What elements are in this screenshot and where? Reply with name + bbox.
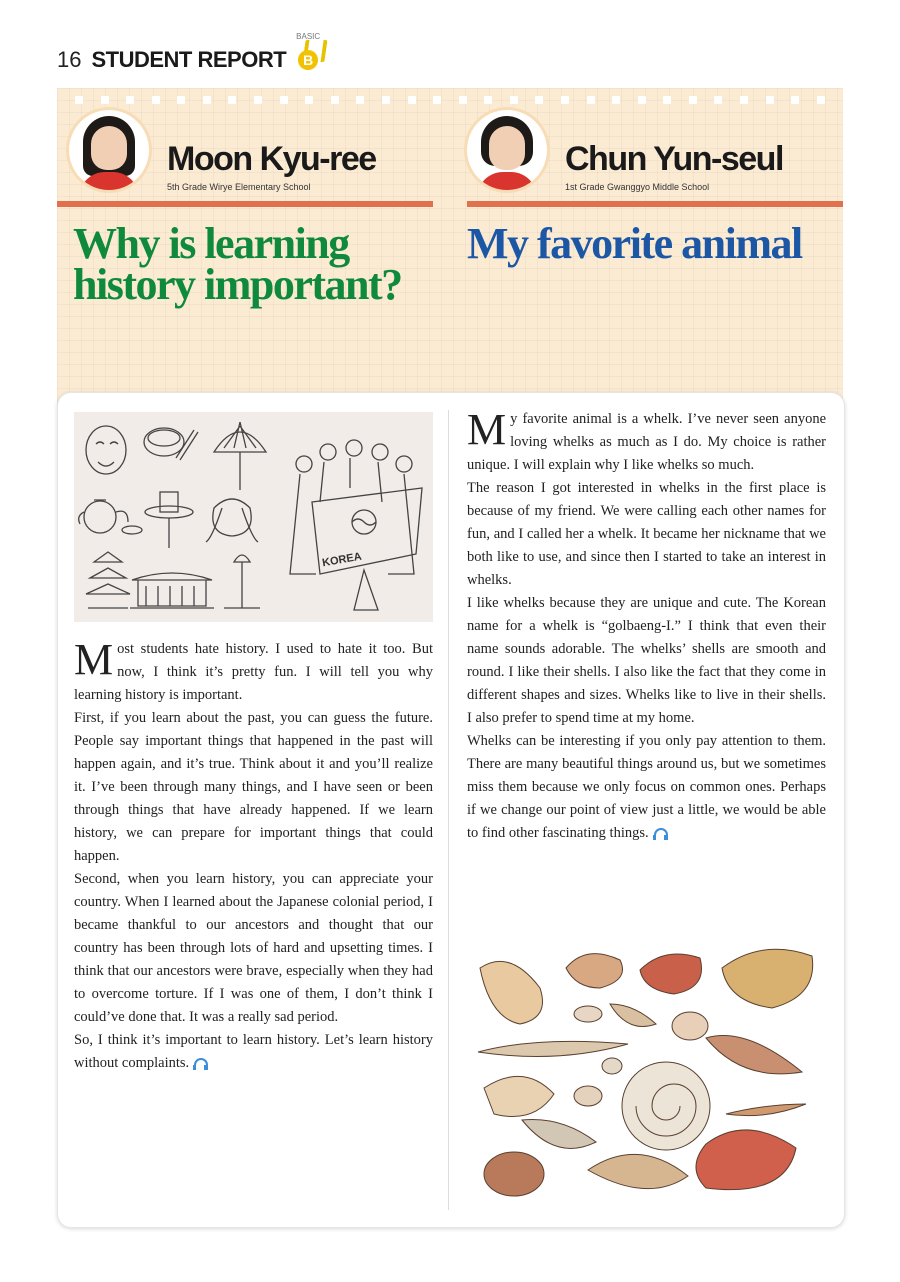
column-divider (448, 410, 449, 1210)
right-article-body (467, 405, 826, 845)
paragraph: First, if you learn about the past, you can guess the future. People say important things that happened in the past will happen again, and it’s true. Think about it and you’ll realize it. I’ve been through many things, and I have seen or been through things that have already happened. If we learn history, we can prepare for important things that could happen. (74, 710, 433, 864)
author-school: 5th Grade Wirye Elementary School (167, 182, 311, 192)
headphones-icon (193, 1058, 207, 1070)
seashells-illustration (470, 938, 830, 1206)
history-illustration (74, 412, 433, 622)
headphones-icon (653, 828, 667, 840)
section-title: STUDENT REPORT (91, 47, 287, 72)
paragraph: Whelks can be interesting if you only pay attention to them. There are many beautiful things around us, but we sometimes miss them because we only focus on common ones. Perhaps if we change our point of view just a little, we would be able to find other fascinating things. (467, 733, 826, 841)
drop-cap: M (467, 405, 507, 454)
level-badge (294, 32, 324, 76)
paragraph: ost students hate history. I used to hate it too. But now, I think it’s pretty fun. I will tell you why learning history is important. (74, 641, 433, 703)
page-number: 16 (57, 47, 82, 72)
paragraph: y favorite animal is a whelk. I’ve never seen anyone loving whelks as much as I do. My choice is rather unique. I will explain why I like whelks so much. (467, 411, 826, 473)
title-rule (467, 201, 843, 207)
drop-cap: M (74, 635, 114, 684)
level-badge-letter: B (298, 50, 318, 70)
author-banner (57, 88, 843, 418)
author-school: 1st Grade Gwanggyo Middle School (565, 182, 710, 192)
author-name: Moon Kyu-ree (167, 140, 376, 178)
paragraph: Second, when you learn history, you can appreciate your country. When I learned about the Japanese colonial period, I became thankful to our ancestors and thought that our country has been through lots of hard and upsetting times. I think that our ancestors were brave, especially when they had to overcome torture. If I was one of them, I don’t think I could’ve done that. It was a really sad period. (74, 871, 433, 1025)
page-header (57, 32, 324, 80)
author-name: Chun Yun-seul (565, 140, 783, 178)
avatar (467, 110, 547, 190)
level-badge-label: BASIC (296, 32, 321, 41)
paragraph: So, I think it’s important to learn history. Let’s learn history without complaints. (74, 1032, 433, 1071)
paragraph: I like whelks because they are unique and cute. The Korean name for a whelk is “golbaeng-I.” I think that even their name sounds adorable. The whelks’ shells are smooth and round. I like their shells. I also like the fact that they come in different shapes and sizes. Whelks like to live in their shells. I also prefer to spend time at my home. (467, 595, 826, 726)
binder-holes (75, 96, 825, 106)
illustration-label: KOREA (321, 550, 363, 570)
paragraph: The reason I got interested in whelks in the first place is because of my friend. We were calling each other names for fun, and I called her a whelk. It became her nickname that we both like to use, and since then I started to take an interest in whelks. (467, 480, 826, 588)
avatar (69, 110, 149, 190)
article-headline: Why is learning history important? (73, 219, 402, 309)
article-headline: My favorite animal (467, 219, 802, 268)
author-left (57, 110, 433, 200)
title-rule (57, 201, 433, 207)
author-right (455, 110, 843, 200)
left-article-body (74, 635, 433, 1075)
